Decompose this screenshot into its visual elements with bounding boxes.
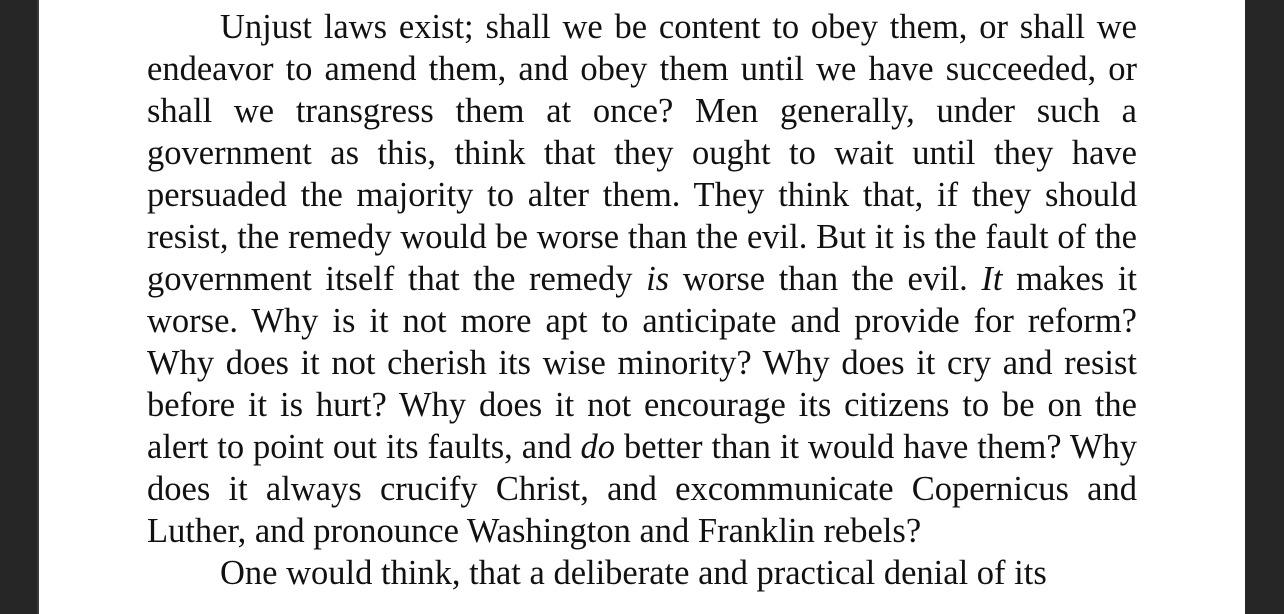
italic-text: is bbox=[646, 260, 670, 298]
text-run: Unjust laws exist; shall we be content to obey them, or shall we endeavor to amend them, and obey them until we have succeeded, or shall we transgress them at once? Men generally, under such a government as this, think that they ought to wait until they have persuaded the majority to alter them. They think that, if they should resist, the remedy would be worse than the evil. But it is the fault of the government itself that the remedy bbox=[147, 8, 1137, 298]
italic-text: do bbox=[580, 428, 616, 466]
text-run: worse than the evil. bbox=[669, 260, 982, 298]
text-run: better than it would have them? Why does it always crucify Christ, and excommunicate Copernicus and Luther, and pronounce Washington and Franklin rebels? bbox=[147, 428, 1137, 550]
next-paragraph-partial: One would think, that a deliberate and practical denial of its bbox=[220, 554, 1047, 592]
text-run: makes it worse. Why is it not more apt to anticipate and provide for reform? Why does it not cherish its wise minority? Why does it cry and resist before it is hurt? Why does it not encourage its citizens to be on the alert to point out its faults, and bbox=[147, 260, 1137, 466]
page-edge bbox=[37, 0, 39, 614]
italic-text: It bbox=[981, 260, 1003, 298]
paragraph bbox=[147, 6, 1137, 552]
text-body bbox=[147, 6, 1137, 594]
document-page bbox=[37, 0, 1245, 614]
